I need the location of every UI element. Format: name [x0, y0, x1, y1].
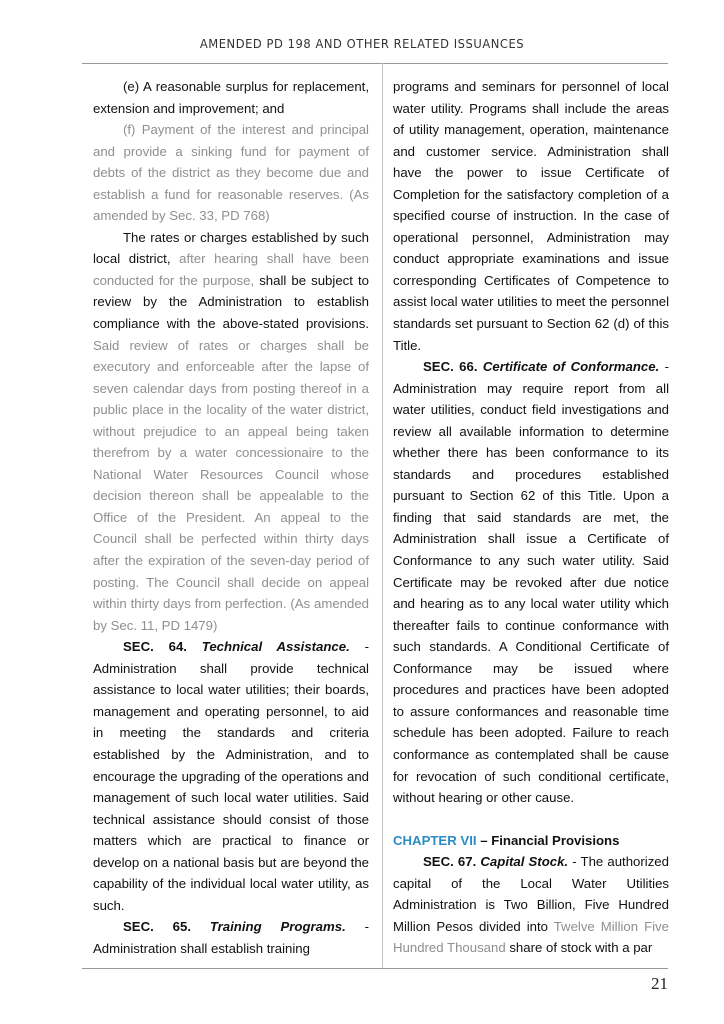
section-64	[93, 636, 369, 916]
rates-text-2: after hearing shall have been conducted for the purpose,	[93, 251, 370, 288]
section-65-title: Training Programs.	[209, 919, 346, 935]
section-67-body-1: - The authorized capital of the Local Water Utilities Administration is Two Billion, Five Hundred Million Pesos divided into	[393, 854, 669, 934]
section-67-body-3: share of stock with a par	[505, 940, 653, 956]
rates-paragraph	[93, 227, 369, 636]
running-header: AMENDED PD 198 AND OTHER RELATED ISSUANCES	[199, 36, 525, 51]
section-66	[393, 356, 669, 808]
section-65-number: SEC. 65.	[123, 919, 191, 935]
chapter-label: CHAPTER VII	[393, 832, 477, 848]
section-65-body: - Administration shall establish training	[93, 919, 369, 956]
header-rule	[82, 63, 668, 64]
paragraph-e: (e) A reasonable surplus for replacement, extension and improvement; and	[93, 79, 369, 116]
footer-rule	[82, 968, 668, 969]
section-65-continued: programs and seminars for personnel of local water utility. Programs shall include the areas of utility management, operation, maintenance and customer service. Administration shall have the power to issue Certificate of Completion for the satisfactory completion of a specified course of instruction. In the case of operational personnel, Administration may conduct appropriate examinations and issue corresponding Certificates of Competence to assist local water utilities to meet the personnel standards set pursuant to Section 62 (d) of this Title.	[393, 79, 669, 353]
left-column	[93, 76, 369, 959]
rates-text-3: shall be subject to review by the Administration to establish compliance with the above-stated provisions.	[93, 272, 369, 332]
rates-text-1: The rates or charges established by such local district,	[93, 229, 369, 267]
section-67-number: SEC. 67.	[423, 854, 477, 870]
section-67-body-2: Twelve Million Five Hundred Thousand	[393, 918, 669, 956]
chapter-title: – Financial Provisions	[476, 832, 620, 848]
section-64-title: Technical Assistance.	[201, 639, 350, 655]
section-66-number: SEC. 66.	[423, 359, 478, 375]
right-column	[393, 76, 669, 959]
column-divider	[382, 63, 383, 968]
section-66-body: - Administration may require report from all water utilities, conduct field investigations and review all available information to determine whether there has been conformance to its standards and procedures established pursuant to Section 62 of this Title. Upon a finding that said standards are met, the Administration shall issue a Certificate of Conformance to any such water utility. Said Certificate may be revoked after due notice and hearing as to any local water utility which thereafter fails to continue conformance with such standards. A Conditional Certificate of Conformance may be issued where procedures and practices have been adopted to assure conformances and reasonable time schedule has been adopted. Failure to reach conformance as contemplated shall be cause for revocation of such conditional certificate, without hearing or other cause.	[393, 359, 669, 806]
section-64-body: - Administration shall provide technical assistance to local water utilities; their boards, management and operating personnel, to aid in meeting the standards and criteria established by the Administration, and to encourage the upgrading of the operations and management of such local water utilities. Said technical assistance should consist of those matters which are practical to finance or develop on a national basis but are beyond the capability of the individual local water utility, as such.	[93, 639, 369, 913]
section-67-title: Capital Stock.	[480, 854, 569, 870]
section-65	[93, 916, 369, 959]
chapter-heading	[393, 830, 669, 852]
paragraph-f: (f) Payment of the interest and principal and provide a sinking fund for payment of debts of the district as they become due and establish a fund for reasonable reserves. (As amended by Sec. 33, PD 768)	[93, 122, 369, 224]
section-64-number: SEC. 64.	[123, 639, 187, 655]
section-67	[393, 851, 669, 959]
rates-text-4: Said review of rates or charges shall be executory and enforceable after the lapse of seven calendar days from posting thereof in a public place in the locality of the water district, without prejudice to an appeal being taken therefrom by a water concessionaire to the National Water Resources Council whose decision thereon shall be appealable to the Office of the President. An appeal to the Council shall be perfected within thirty days after the expiration of the seven-day period of posting. The Council shall decide on appeal within thirty days from perfection. (As amended by Sec. 11, PD 1479)	[93, 337, 369, 633]
section-66-title: Certificate of Conformance.	[482, 359, 660, 375]
page-number: 21	[651, 974, 668, 993]
